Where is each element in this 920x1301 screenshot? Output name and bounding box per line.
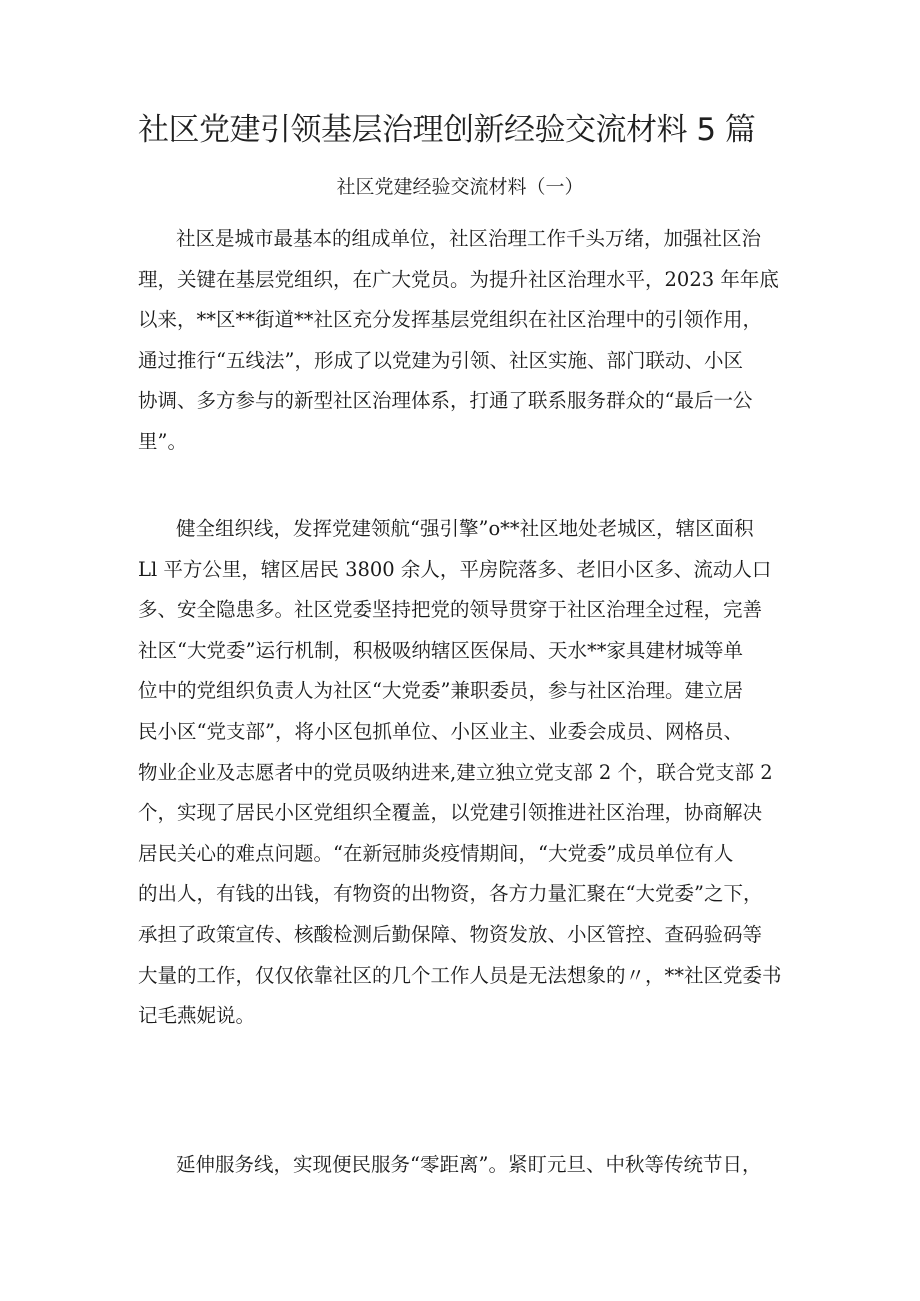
paragraph-line: 记毛燕妮说。	[138, 1004, 256, 1028]
paragraph-line: 通过推行“五线法”，形成了以党建为引领、社区实施、部门联动、小区	[138, 348, 743, 372]
paragraph-line: 物业企业及志愿者中的党员吸纳进来,建立独立党支部 2 个，联合党支部 2	[138, 760, 773, 784]
paragraph-line: 个，实现了居民小区党组织全覆盖，以党建引领推进社区治理，协商解决	[138, 801, 763, 825]
paragraph-line: 社区是城市最基本的组成单位，社区治理工作千头万绪，加强社区治	[176, 227, 762, 250]
paragraph-line: 健全组织线，发挥党建领航“强引擎”o**社区地处老城区，辖区面积	[176, 517, 754, 540]
paragraph-line: 以来，**区**街道**社区充分发挥基层党组织在社区治理中的引领作用，	[138, 308, 763, 332]
paragraph-2	[138, 509, 794, 1037]
paragraph-line: 居民关心的难点问题。“在新冠肺炎疫情期间，“大党委”成员单位有人	[138, 841, 734, 865]
paragraph-line: 大量的工作，仅仅依靠社区的几个工作人员是无法想象的〃，**社区党委书	[138, 963, 782, 987]
paragraph-line: Ll 平方公里，辖区居民 3800 余人，平房院落多、老旧小区多、流动人口	[138, 557, 772, 581]
paragraph-line: 里”。	[138, 429, 187, 453]
paragraph-line: 多、安全隐患多。社区党委坚持把党的领导贯穿于社区治理全过程，完善	[138, 598, 763, 622]
paragraph-1	[138, 219, 794, 463]
paragraph-line: 承担了政策宣传、核酸检测后勤保障、物资发放、小区管控、查码验码等	[138, 922, 763, 946]
document-title: 社区党建引领基层治理创新经验交流材料 5 篇	[138, 112, 756, 148]
paragraph-line: 理，关键在基层党组织，在广大党员。为提升社区治理水平，2023 年年底	[138, 267, 779, 291]
document-subtitle: 社区党建经验交流材料（一）	[336, 176, 584, 198]
paragraph-line: 位中的党组织负责人为社区“大党委”兼职委员，参与社区治理。建立居	[138, 679, 743, 703]
paragraph-3	[138, 1145, 794, 1186]
paragraph-line: 的出人，有钱的出钱，有物资的出物资，各方力量汇聚在“大党委”之下，	[138, 882, 763, 906]
paragraph-line: 协调、多方参与的新型社区治理体系，打通了联系服务群众的“最后一公	[138, 389, 753, 413]
paragraph-line: 延伸服务线，实现便民服务“零距离”。紧盯元旦、中秋等传统节日，	[176, 1153, 762, 1176]
paragraph-line: 社区“大党委”运行机制，积极吸纳辖区医保局、天水**家具建材城等单	[138, 638, 743, 662]
paragraph-line: 民小区“党支部”，将小区包抓单位、小区业主、业委会成员、网格员、	[138, 719, 743, 743]
